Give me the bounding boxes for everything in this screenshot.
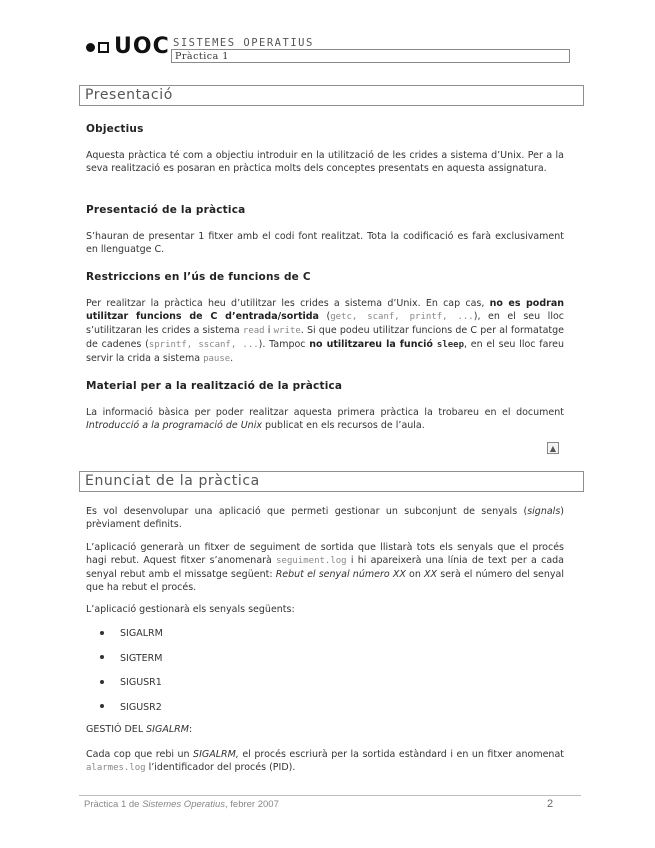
logo-text: UOC <box>114 34 170 59</box>
back-to-top-icon[interactable]: ▲ <box>547 442 559 454</box>
section-title: Enunciat de la pràctica <box>85 473 260 489</box>
gestio-sigalrm-heading: GESTIÓ DEL SIGALRM: <box>86 724 193 735</box>
section-enunciat <box>79 471 584 492</box>
heading-material: Material per a la realització de la pràctica <box>86 380 343 392</box>
heading-presentacio-practica: Presentació de la pràctica <box>86 204 246 216</box>
heading-objectius: Objectius <box>86 123 144 135</box>
bullet-icon <box>100 680 104 684</box>
paragraph-presentacio-practica: S’hauran de presentar 1 fitxer amb el codi font realitzat. Tota la codificació es farà exclusivament en llenguatge C. <box>86 231 564 255</box>
practice-label: Pràctica 1 <box>175 51 229 62</box>
bullet-icon <box>100 655 104 659</box>
list-item: SIGUSR1 <box>100 676 163 701</box>
paragraph-material: La informació bàsica per poder realitzar aquesta primera pràctica la trobareu en el document Introducció a la programació de Unix publicat en els recursos de l’aula. <box>86 407 564 431</box>
heading-restriccions: Restriccions en l’ús de funcions de C <box>86 271 311 283</box>
footer-text: Pràctica 1 de Sistemes Operatius, febrer 2007 <box>84 799 279 810</box>
section-title: Presentació <box>85 87 173 103</box>
course-title: SISTEMES OPERATIUS <box>173 37 314 49</box>
list-item: SIGALRM <box>100 627 163 652</box>
paragraph-restriccions: Per realitzar la pràctica heu d’utilitzar les crides a sistema d’Unix. En cap cas, no es podran utilitzar funcions de C d’entrada/sortida (getc, scanf, printf, ...), en el seu lloc s’utilitzaran les crides a sistema read i write. Si que podeu utilitzar funcions de C per al formatatge de cadenes (sprintf, sscanf, ...). Tampoc no utilitzareu la funció sleep, en el seu lloc fareu servir la crida a sistema pause. <box>86 298 565 364</box>
bullet-icon <box>100 704 104 708</box>
paragraph-enunciat-2: L’aplicació generarà un fitxer de seguiment de sortida que llistarà tots els senyals que el procés hagi rebut. Aquest fitxer s’anomenarà seguiment.log i hi apareixerà una línia de text per a cada senyal rebut amb el missatge següent: Rebut el senyal número XX on XX serà el número del senyal que ha rebut el procés. <box>86 542 565 593</box>
footer-divider <box>79 795 581 796</box>
uoc-logo <box>86 36 170 58</box>
section-presentacio <box>79 85 584 106</box>
paragraph-enunciat-3: L’aplicació gestionarà els senyals següents: <box>86 604 295 615</box>
signal-list <box>100 627 163 725</box>
paragraph-enunciat-1: Es vol desenvolupar una aplicació que permeti gestionar un subconjunt de senyals (signals) prèviament definits. <box>86 506 564 530</box>
paragraph-objectius: Aquesta pràctica té com a objectiu introduir en la utilització de les crides a sistema d’Unix. Per a la seva realització es posaran en pràctica molts dels conceptes presentats en aquesta assignatura. <box>86 150 564 174</box>
practice-box <box>171 49 570 63</box>
paragraph-enunciat-4: Cada cop que rebi un SIGALRM, el procés escriurà per la sortida estàndard i en un fitxer anomenat alarmes.log l’identificador del procés (PID). <box>86 749 565 773</box>
bullet-icon <box>100 631 104 635</box>
list-item: SIGTERM <box>100 652 163 677</box>
logo-dot-icon <box>86 43 95 52</box>
list-item: SIGUSR2 <box>100 701 163 726</box>
page-number: 2 <box>547 798 554 810</box>
logo-square-icon <box>98 42 109 53</box>
